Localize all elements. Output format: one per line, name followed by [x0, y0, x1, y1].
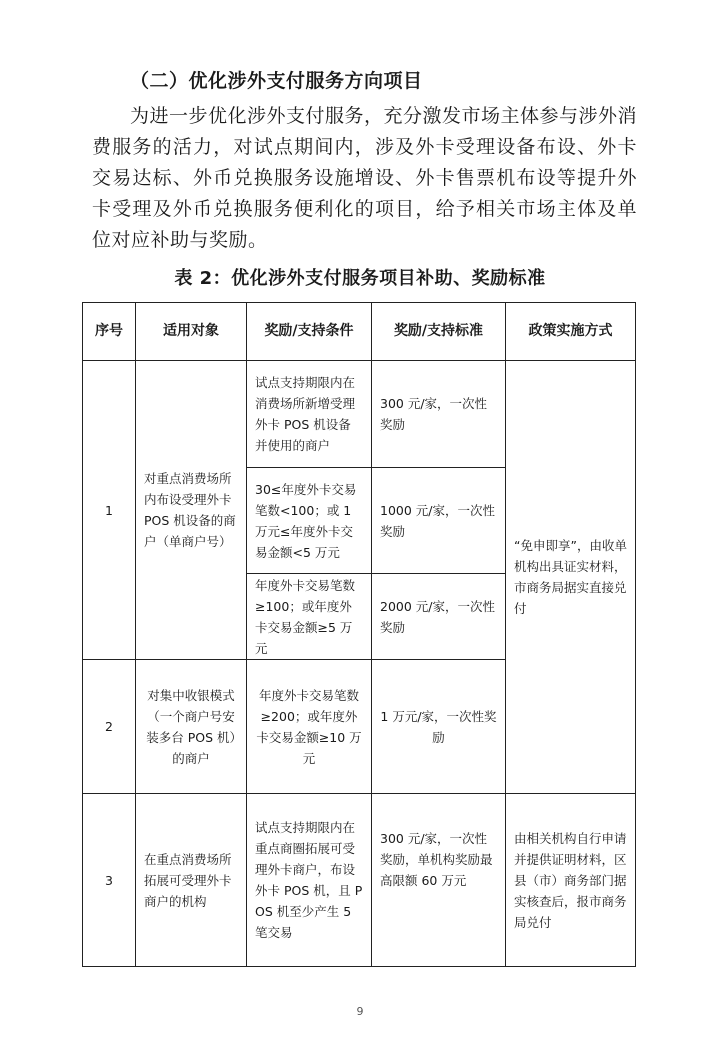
header-target: 适用对象: [136, 303, 247, 361]
section-heading: （二）优化涉外支付服务方向项目: [130, 70, 423, 92]
row1-serial-no: 1: [83, 361, 136, 660]
row2-condition: 年度外卡交易笔数≥200；或年度外卡交易金额≥10 万元: [247, 660, 372, 794]
table-header-row: [83, 303, 636, 361]
table-title: 表 2：优化涉外支付服务项目补助、奖励标准: [174, 268, 546, 289]
row1-standard-1: 300 元/家，一次性奖励: [372, 361, 506, 468]
row1-condition-3: 年度外卡交易笔数≥100；或年度外卡交易金额≥5 万元: [247, 574, 372, 660]
page-number: 9: [356, 1005, 364, 1018]
row3-condition: 试点支持期限内在重点商圈拓展可受理外卡商户，布设外卡 POS 机，且 POS 机至少产生 5 笔交易: [247, 794, 372, 967]
row1-condition-2: 30≤年度外卡交易笔数<100；或 1 万元≤年度外卡交易金额<5 万元: [247, 468, 372, 574]
row1-target: 对重点消费场所内布设受理外卡 POS 机设备的商户（单商户号）: [136, 361, 247, 660]
header-serial-no: 序号: [83, 303, 136, 361]
row3-standard: 300 元/家，一次性奖励，单机构奖励最高限额 60 万元: [372, 794, 506, 967]
row3-method: 由相关机构自行申请并提供证明材料，区县（市）商务部门据实核查后，报市商务局兑付: [506, 794, 636, 967]
row1-standard-2: 1000 元/家，一次性奖励: [372, 468, 506, 574]
subsidy-standard-table: [82, 302, 636, 967]
row2-target: 对集中收银模式（一个商户号安装多台 POS 机）的商户: [136, 660, 247, 794]
row3-target: 在重点消费场所拓展可受理外卡商户的机构: [136, 794, 247, 967]
row1-condition-1: 试点支持期限内在消费场所新增受理外卡 POS 机设备并使用的商户: [247, 361, 372, 468]
row2-standard: 1 万元/家，一次性奖励: [372, 660, 506, 794]
table-row: [83, 794, 636, 967]
row1-standard-3: 2000 元/家，一次性奖励: [372, 574, 506, 660]
row2-serial-no: 2: [83, 660, 136, 794]
header-standard: 奖励/支持标准: [372, 303, 506, 361]
intro-paragraph: 为进一步优化涉外支付服务，充分激发市场主体参与涉外消费服务的活力，对试点期间内，涉及外卡受理设备布设、外卡交易达标、外币兑换服务设施增设、外卡售票机布设等提升外卡受理及外币兑换服务便利化的项目，给予相关市场主体及单位对应补助与奖励。: [92, 105, 638, 251]
row3-serial-no: 3: [83, 794, 136, 967]
header-condition: 奖励/支持条件: [247, 303, 372, 361]
table-row: [83, 361, 636, 468]
method-rows-1-2: “免申即享”，由收单机构出具证实材料，市商务局据实直接兑付: [506, 361, 636, 794]
header-method: 政策实施方式: [506, 303, 636, 361]
